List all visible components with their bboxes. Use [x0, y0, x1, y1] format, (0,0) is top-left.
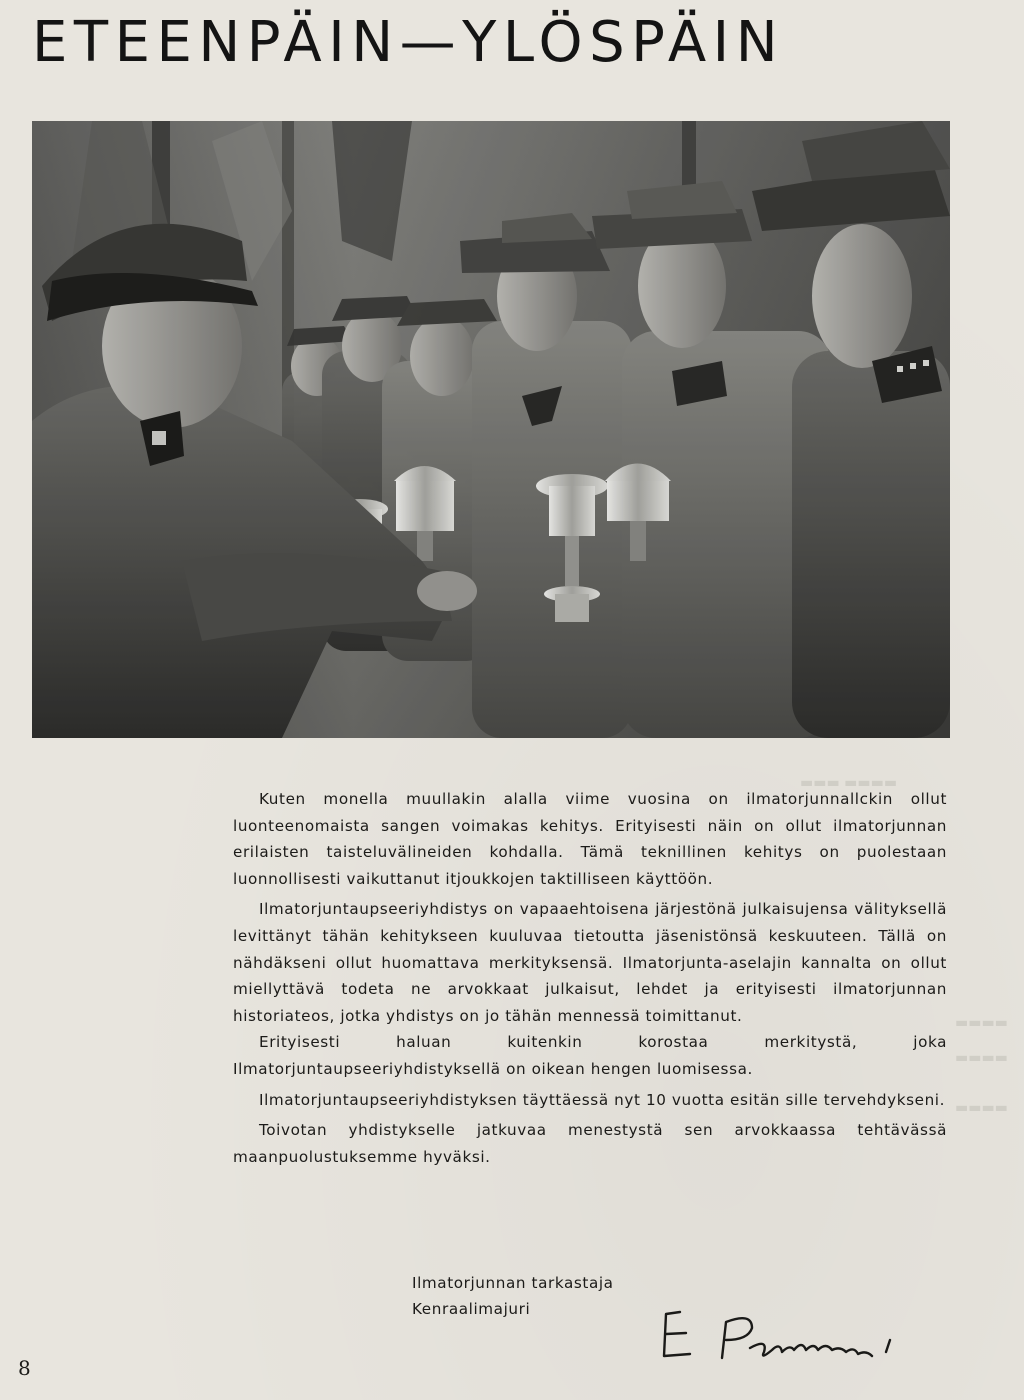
bleed-through-text: ▬▬▬ ▬▬▬▬: [800, 775, 898, 791]
signer-title: Ilmatorjunnan tarkastaja: [412, 1274, 614, 1292]
page-number: 8: [18, 1356, 31, 1380]
page-headline: ETEENPÄIN—YLÖSPÄIN: [32, 10, 785, 75]
bleed-through-text: ▬▬▬▬: [955, 1100, 1008, 1116]
handwritten-signature: [660, 1300, 910, 1370]
article-paragraph: Ilmatorjuntaupseeriyhdistys on vapaaehtoisena järjestönä julkaisujensa välityksellä levittänyt tähän kehitykseen kuuluvaa tietoutta jäsenistönsä keskuuteen. Tällä on nähdäkseni ollut huomattava merkityksensä. Ilmatorjunta-aselajin kannalta on ollut miellyttävä todeta ne arvokkaat julkaisut, lehdet ja erityisesti ilmatorjunnan historiateos, jotka yhdistys on jo tähän mennessä toimittanut.: [233, 900, 947, 1025]
bleed-through-text: ▬▬▬▬: [955, 1015, 1008, 1031]
article-paragraph: Ilmatorjuntaupseeriyhdistyksen täyttäessä nyt 10 vuotta esitän sille tervehdykseni.: [259, 1090, 946, 1109]
bleed-through-text: ▬▬▬▬: [955, 1050, 1008, 1066]
article-paragraph: Erityisesti haluan kuitenkin korostaa merkitystä, joka Ilmatorjuntaupseeriyhdistyksellä on oikean hengen luomisessa.: [233, 1033, 947, 1078]
signer-rank: Kenraalimajuri: [412, 1300, 531, 1318]
signature-block: [412, 1270, 614, 1322]
article-body: [233, 786, 947, 1170]
trophy-ceremony-photo: [32, 121, 950, 738]
article-paragraph: Toivotan yhdistykselle jatkuvaa menestystä sen arvokkaassa tehtävässä maanpuolustuksemme hyväksi.: [233, 1121, 947, 1166]
article-paragraph: Kuten monella muullakin alalla viime vuosina on ilmatorjunnallckin ollut luonteenomaista sangen voimakas kehitys. Erityisesti näin on ollut ilmatorjunnan erilaisten taisteluvälineiden kohdalla. Tämä teknillinen kehitys on puolestaan luonnollisesti vaikuttanut itjoukkojen taktilliseen käyttöön.: [233, 790, 947, 888]
photo-illustration: [32, 121, 950, 738]
